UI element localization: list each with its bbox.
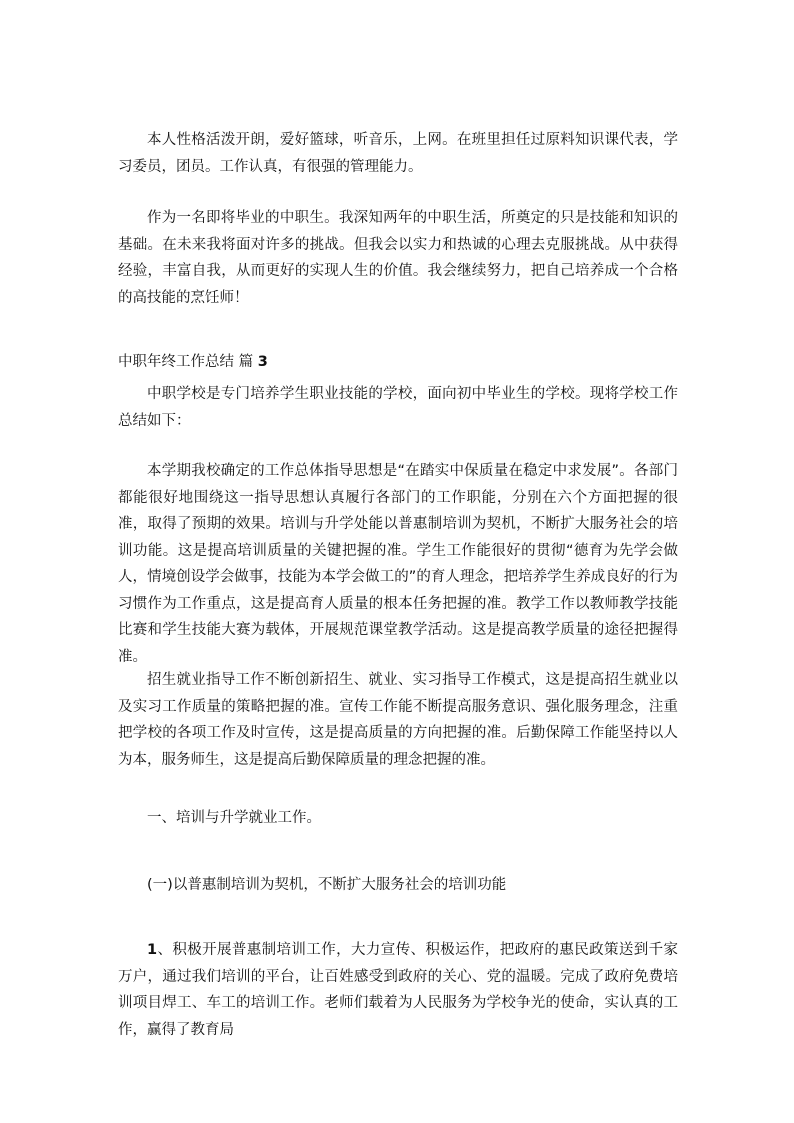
paragraph-training-detail — [118, 937, 678, 1043]
paragraph-guiding-idea: 本学期我校确定的工作总体指导思想是“在踏实中保质量在稳定中求发展”。各部门都能很好地围绕这一指导思想认真履行各部门的工作职能，分别在六个方面把握的很准，取得了预期的效果。培训与升学处能以普惠制培训为契机，不断扩大服务社会的培训功能。这是提高培训质量的关键把握的准。学生工作能很好的贯彻“德育为先学会做人，情境创设学会做事，技能为本学会做工的”的育人理念，把培养学生养成良好的行为习惯作为工作重点，这是提高育人质量的根本任务把握的准。教学工作以教师教学技能比赛和学生技能大赛为载体，开展规范课堂教学活动。这是提高教学质量的途径把握得准。 — [118, 463, 678, 665]
section-heading-number: 3 — [257, 354, 268, 370]
paragraph-self-intro: 本人性格活泼开朗，爱好篮球，听音乐，上网。在班里担任过原料知识课代表，学习委员，团员。工作认真，有很强的管理能力。 — [118, 132, 678, 175]
paragraph-intro: 中职学校是专门培养学生职业技能的学校，面向初中毕业生的学校。现将学校工作总结如下： — [118, 386, 678, 429]
paragraph-self-goal: 作为一名即将毕业的中职生。我深知两年的中职生活，所奠定的只是技能和知识的基础。在未来我将面对许多的挑战。但我会以实力和热诚的心理去克服挑战。从中获得经验，丰富自我，从而更好的实现人生的价值。我会继续努力，把自己培养成一个合格的高技能的烹饪师！ — [118, 210, 678, 306]
paragraph-enrollment: 招生就业指导工作不断创新招生、就业、实习指导工作模式，这是提高招生就业以及实习工作质量的策略把握的准。宣传工作能不断提高服务意识、强化服务理念，注重把学校的各项工作及时宣传，这是提高质量的方向把握的准。后勤保障工作能坚持以人为本，服务师生，这是提高后勤保障质量的理念把握的准。 — [118, 672, 678, 768]
paragraph-training-text: 、积极开展普惠制培训工作，大力宣传、积极运作，把政府的惠民政策送到千家万户，通过我们培训的平台，让百姓感受到政府的关心、党的温暖。完成了政府免费培训项目焊工、车工的培训工作。老师们载着为人民服务为学校争光的使命，实认真的工作，赢得了教育局 — [118, 942, 678, 1038]
section-heading — [118, 349, 678, 376]
list-number: 1 — [147, 942, 158, 958]
subheading-training-item-1: (一)以普惠制培训为契机，不断扩大服务社会的培训功能 — [147, 877, 507, 893]
section-heading-title: 中职年终工作总结 篇 — [118, 354, 254, 370]
subheading-training: 一、培训与升学就业工作。 — [147, 810, 321, 826]
